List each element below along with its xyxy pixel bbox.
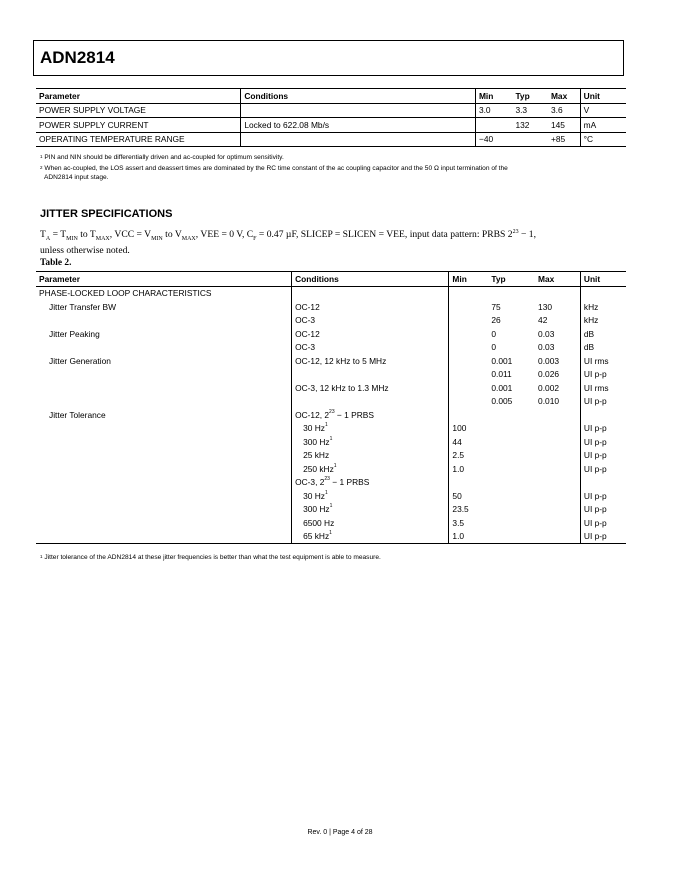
table-cell <box>449 354 488 368</box>
cell-text: 0.002 <box>538 382 560 393</box>
footnote-mark: 2 <box>40 165 43 170</box>
footnote-text: Jitter tolerance of the ADN2814 at these jitter frequencies is better than what the test equipment is able to measure. <box>44 554 381 561</box>
table-cell <box>488 489 535 503</box>
table-cell <box>449 300 488 314</box>
table-cell <box>580 489 626 503</box>
table-row <box>36 341 626 355</box>
cond-superscript: 23 <box>512 229 519 235</box>
table-cell <box>449 462 488 476</box>
cond-subscript: MAX <box>95 236 110 243</box>
table-caption: Table 2. <box>40 258 72 268</box>
table-cell <box>36 368 292 382</box>
cond-text: unless otherwise noted. <box>40 245 130 257</box>
cell-text: UI p-p <box>583 369 607 380</box>
cell-text: UI p-p <box>583 423 607 434</box>
table-cell <box>292 368 449 382</box>
column-header: Unit <box>580 89 626 104</box>
cell-text: UI p-p <box>583 436 607 447</box>
table-cell <box>580 341 626 355</box>
table-cell <box>580 314 626 328</box>
cell-text: dB <box>583 342 595 353</box>
table-cell <box>535 476 580 490</box>
cell-text: 0.001 <box>491 382 513 393</box>
table-cell <box>36 489 292 503</box>
cell-text: UI p-p <box>583 396 607 407</box>
table-row <box>36 476 626 490</box>
column-header: Max <box>548 89 580 104</box>
table-row <box>36 368 626 382</box>
table-cell <box>36 381 292 395</box>
specifications-table <box>36 88 626 147</box>
table-cell <box>292 354 449 368</box>
table-cell <box>449 422 488 436</box>
table-cell: °C <box>580 132 626 147</box>
table-row <box>36 314 626 328</box>
table-row <box>36 435 626 449</box>
table-cell <box>580 530 626 544</box>
table-cell <box>292 435 449 449</box>
cell-text: 1.0 <box>452 531 465 542</box>
table-cell <box>449 530 488 544</box>
cell-text: OC-3, 12 kHz to 1.3 MHz <box>295 382 389 393</box>
cell-text: 0.001 <box>491 355 513 366</box>
table-cell: 3.6 <box>548 103 580 118</box>
table-cell: 3.3 <box>512 103 548 118</box>
table-cell <box>488 381 535 395</box>
table-row <box>36 530 626 544</box>
cell-superscript: 1 <box>324 489 328 496</box>
table-cell <box>292 462 449 476</box>
cell-superscript: 23 <box>329 408 335 415</box>
table-cell <box>535 449 580 463</box>
cell-text: 300 Hz <box>303 436 330 447</box>
cell-text: − 1 PRBS <box>329 477 370 488</box>
cell-superscript: 23 <box>324 476 330 483</box>
table-cell: 132 <box>512 118 548 133</box>
table-cell <box>449 449 488 463</box>
table-cell <box>449 341 488 355</box>
column-header: Conditions <box>241 89 476 104</box>
table-cell <box>488 462 535 476</box>
cell-text: kHz <box>583 315 599 326</box>
table-cell <box>580 354 626 368</box>
table-cell <box>488 408 535 422</box>
cell-text: Jitter Transfer BW <box>49 301 117 312</box>
footnote-text: ADN2814 input stage. <box>44 174 109 181</box>
table-cell: OPERATING TEMPERATURE RANGE <box>36 132 241 147</box>
cond-subscript: MIN <box>151 236 163 243</box>
cell-text: Jitter Tolerance <box>49 409 106 420</box>
table-cell <box>488 368 535 382</box>
table-row <box>36 503 626 517</box>
column-header: Unit <box>583 273 601 284</box>
cell-text: 25 kHz <box>303 450 330 461</box>
table-cell <box>292 381 449 395</box>
cell-text: 130 <box>538 301 553 312</box>
table-cell <box>36 435 292 449</box>
cell-text: Jitter Peaking <box>49 328 100 339</box>
table-cell <box>292 286 449 300</box>
cell-text: UI rms <box>583 382 609 393</box>
cell-text: PHASE-LOCKED LOOP CHARACTERISTICS <box>39 288 212 299</box>
table-row <box>36 354 626 368</box>
table-cell <box>580 435 626 449</box>
table-cell <box>488 435 535 449</box>
cond-text: to T <box>77 229 96 241</box>
table-cell: +85 <box>548 132 580 147</box>
table-cell: mA <box>580 118 626 133</box>
table-row <box>36 118 626 133</box>
cell-text: 6500 Hz <box>303 517 335 528</box>
cell-text: 0.03 <box>538 342 555 353</box>
column-header: Conditions <box>292 272 449 287</box>
table-cell <box>36 286 292 300</box>
table-cell <box>488 327 535 341</box>
table-cell <box>292 408 449 422</box>
table-cell <box>36 395 292 409</box>
cell-text: 250 kHz <box>303 463 334 474</box>
cell-text: 0.011 <box>491 369 512 380</box>
cell-text: UI p-p <box>583 531 607 542</box>
column-header: Parameter <box>36 272 292 287</box>
table-cell <box>292 341 449 355</box>
table-cell <box>449 408 488 422</box>
cell-text: UI p-p <box>583 504 607 515</box>
section-heading: JITTER SPECIFICATIONS <box>40 208 173 220</box>
table-cell <box>449 314 488 328</box>
table-cell: POWER SUPPLY VOLTAGE <box>36 103 241 118</box>
table-row <box>36 103 626 118</box>
table-cell: 3.0 <box>475 103 512 118</box>
table-cell <box>580 286 626 300</box>
table-cell <box>488 516 535 530</box>
table-cell <box>292 327 449 341</box>
cell-text: dB <box>583 328 595 339</box>
column-header: Max <box>535 272 580 287</box>
page-footer: Rev. 0 | Page 4 of 28 <box>307 829 373 836</box>
cell-text: − 1 PRBS <box>334 409 374 420</box>
table-row <box>36 462 626 476</box>
cell-text: 0 <box>491 328 496 339</box>
table-cell <box>36 408 292 422</box>
cell-text: OC-3 <box>295 342 316 353</box>
table-cell <box>488 422 535 436</box>
table-cell: 145 <box>548 118 580 133</box>
table-cell <box>580 381 626 395</box>
table-cell <box>449 327 488 341</box>
cell-text: 100 <box>452 423 467 434</box>
table-cell <box>449 435 488 449</box>
footnote-2-continued <box>44 173 109 182</box>
cell-text: 0 <box>491 342 496 353</box>
cond-text: , VEE = 0 V, C <box>195 229 254 241</box>
table-row <box>36 327 626 341</box>
cell-text: OC-3 <box>295 315 316 326</box>
table-cell <box>292 314 449 328</box>
table-cell <box>580 408 626 422</box>
table-cell <box>580 462 626 476</box>
table-cell <box>36 449 292 463</box>
test-conditions <box>40 226 610 257</box>
table-cell <box>535 408 580 422</box>
cell-superscript: 1 <box>324 422 328 429</box>
cell-text: UI p-p <box>583 490 607 501</box>
table-cell <box>580 422 626 436</box>
table-row <box>36 516 626 530</box>
table-cell <box>36 314 292 328</box>
footnote-mark: 1 <box>40 554 43 559</box>
table-header-row <box>36 89 626 104</box>
cell-text: UI p-p <box>583 517 607 528</box>
table-cell <box>292 489 449 503</box>
table-cell <box>449 489 488 503</box>
table-cell <box>36 503 292 517</box>
table-cell <box>36 341 292 355</box>
cond-text: − 1, <box>518 229 536 241</box>
table-cell <box>488 449 535 463</box>
footnote-text: PIN and NIN should be differentially driven and ac-coupled for optimum sensitivity. <box>44 154 284 161</box>
table-cell <box>292 516 449 530</box>
footnote-text: When ac-coupled, the LOS assert and deassert times are dominated by the RC time constant of the ac coupling capacitor and the 50 Ω input termination of the <box>44 165 508 172</box>
table-row <box>36 489 626 503</box>
table-cell <box>535 300 580 314</box>
footnote-mark: 1 <box>40 154 43 159</box>
table-cell <box>36 476 292 490</box>
table-cell <box>36 516 292 530</box>
table-cell <box>449 381 488 395</box>
table-cell <box>292 422 449 436</box>
cond-subscript: MIN <box>66 236 78 243</box>
table-cell <box>449 516 488 530</box>
table-cell <box>36 422 292 436</box>
table-cell <box>535 341 580 355</box>
table-row <box>36 300 626 314</box>
cond-text: = T <box>50 229 67 241</box>
table-cell <box>36 462 292 476</box>
cell-text: 1.0 <box>452 463 465 474</box>
cell-text: 0.010 <box>538 396 560 407</box>
cell-superscript: 1 <box>329 503 333 510</box>
table-cell <box>580 327 626 341</box>
cell-text: 30 Hz <box>303 490 325 501</box>
table-cell <box>535 462 580 476</box>
cell-text: 0.005 <box>491 396 513 407</box>
cell-text: OC-3, 2 <box>295 477 325 488</box>
cell-text: UI rms <box>583 355 609 366</box>
cell-text: 23.5 <box>452 504 469 515</box>
table-cell <box>292 476 449 490</box>
footnote-jitter <box>40 553 381 562</box>
table-cell <box>580 476 626 490</box>
table-cell <box>292 395 449 409</box>
table-row <box>36 449 626 463</box>
table-cell <box>292 449 449 463</box>
cell-text: kHz <box>583 301 599 312</box>
table-cell <box>580 395 626 409</box>
cell-text: 44 <box>452 436 462 447</box>
table-cell <box>36 530 292 544</box>
table-cell <box>292 530 449 544</box>
table-cell <box>36 354 292 368</box>
table-cell <box>488 476 535 490</box>
table-cell <box>580 503 626 517</box>
table-cell <box>535 314 580 328</box>
cell-text: Jitter Generation <box>49 355 111 366</box>
table-header-row <box>36 272 626 287</box>
cell-text: 50 <box>452 490 462 501</box>
cond-text: to V <box>162 229 182 241</box>
table-cell <box>535 503 580 517</box>
cell-text: 0.003 <box>538 355 560 366</box>
footnote-1 <box>40 153 284 162</box>
table-row <box>36 408 626 422</box>
cell-text: OC-12 <box>295 328 320 339</box>
table-cell <box>449 476 488 490</box>
table-cell <box>475 118 512 133</box>
table-cell <box>580 449 626 463</box>
table-cell <box>488 354 535 368</box>
table-row <box>36 395 626 409</box>
table-cell <box>488 395 535 409</box>
table-cell <box>488 286 535 300</box>
table-cell <box>449 395 488 409</box>
footnote-2 <box>40 164 508 173</box>
table-cell <box>535 354 580 368</box>
table-cell <box>580 516 626 530</box>
column-header: Typ <box>491 273 506 284</box>
table-cell <box>580 368 626 382</box>
table-row <box>36 381 626 395</box>
table-cell <box>488 530 535 544</box>
cell-text: OC-12 <box>295 301 320 312</box>
table-cell <box>488 314 535 328</box>
cell-text: 42 <box>538 315 548 326</box>
jitter-table <box>36 271 626 544</box>
cell-text: UI p-p <box>583 463 607 474</box>
cell-text: 26 <box>491 315 501 326</box>
table-cell <box>449 368 488 382</box>
table-cell <box>241 132 476 147</box>
cell-text: OC-12, 12 kHz to 5 MHz <box>295 355 387 366</box>
table-cell <box>36 300 292 314</box>
table-cell <box>580 300 626 314</box>
table-cell <box>535 327 580 341</box>
cell-text: UI p-p <box>583 450 607 461</box>
cell-text: 30 Hz <box>303 423 325 434</box>
cell-superscript: 1 <box>329 530 332 537</box>
table-cell <box>535 395 580 409</box>
table-cell <box>535 381 580 395</box>
table-cell <box>535 530 580 544</box>
table-cell <box>535 286 580 300</box>
table-cell <box>512 132 548 147</box>
cell-text: 65 kHz <box>303 531 330 542</box>
cell-text: 3.5 <box>452 517 465 528</box>
table-row <box>36 422 626 436</box>
table-cell: Locked to 622.08 Mb/s <box>241 118 476 133</box>
table-cell <box>36 327 292 341</box>
cell-text: 75 <box>491 301 501 312</box>
table-cell <box>488 341 535 355</box>
table-cell <box>292 503 449 517</box>
table-cell <box>535 368 580 382</box>
table-cell <box>449 503 488 517</box>
table-row <box>36 132 626 147</box>
table-cell <box>241 103 476 118</box>
cond-subscript: MAX <box>181 236 196 243</box>
cell-text: 0.03 <box>538 328 555 339</box>
cond-subscript: F <box>253 236 257 243</box>
column-header: Min <box>452 273 467 284</box>
table-cell <box>488 503 535 517</box>
cell-text: 0.026 <box>538 369 560 380</box>
cell-text: OC-12, 2 <box>295 409 330 420</box>
cond-text: = 0.47 µF, SLICEP = SLICEN = VEE, input data pattern: PRBS 2 <box>256 229 513 241</box>
table-cell: POWER SUPPLY CURRENT <box>36 118 241 133</box>
cell-superscript: 1 <box>329 435 333 442</box>
table-cell: V <box>580 103 626 118</box>
cond-subscript: A <box>45 236 51 243</box>
column-header: Min <box>475 89 512 104</box>
header-box <box>33 40 624 76</box>
table-cell <box>535 489 580 503</box>
cond-text: T <box>40 229 46 241</box>
table-cell <box>449 286 488 300</box>
cell-text: 300 Hz <box>303 504 330 515</box>
cell-text: 2.5 <box>452 450 465 461</box>
cell-superscript: 1 <box>333 462 337 469</box>
table-cell <box>535 516 580 530</box>
table-cell <box>488 300 535 314</box>
column-header: Parameter <box>36 89 241 104</box>
table-row <box>36 286 626 300</box>
cond-text: , VCC = V <box>109 229 152 241</box>
table-cell: −40 <box>475 132 512 147</box>
table-cell <box>535 435 580 449</box>
table-cell <box>292 300 449 314</box>
column-header: Typ <box>512 89 548 104</box>
table-cell <box>535 422 580 436</box>
document-title: ADN2814 <box>40 48 115 67</box>
